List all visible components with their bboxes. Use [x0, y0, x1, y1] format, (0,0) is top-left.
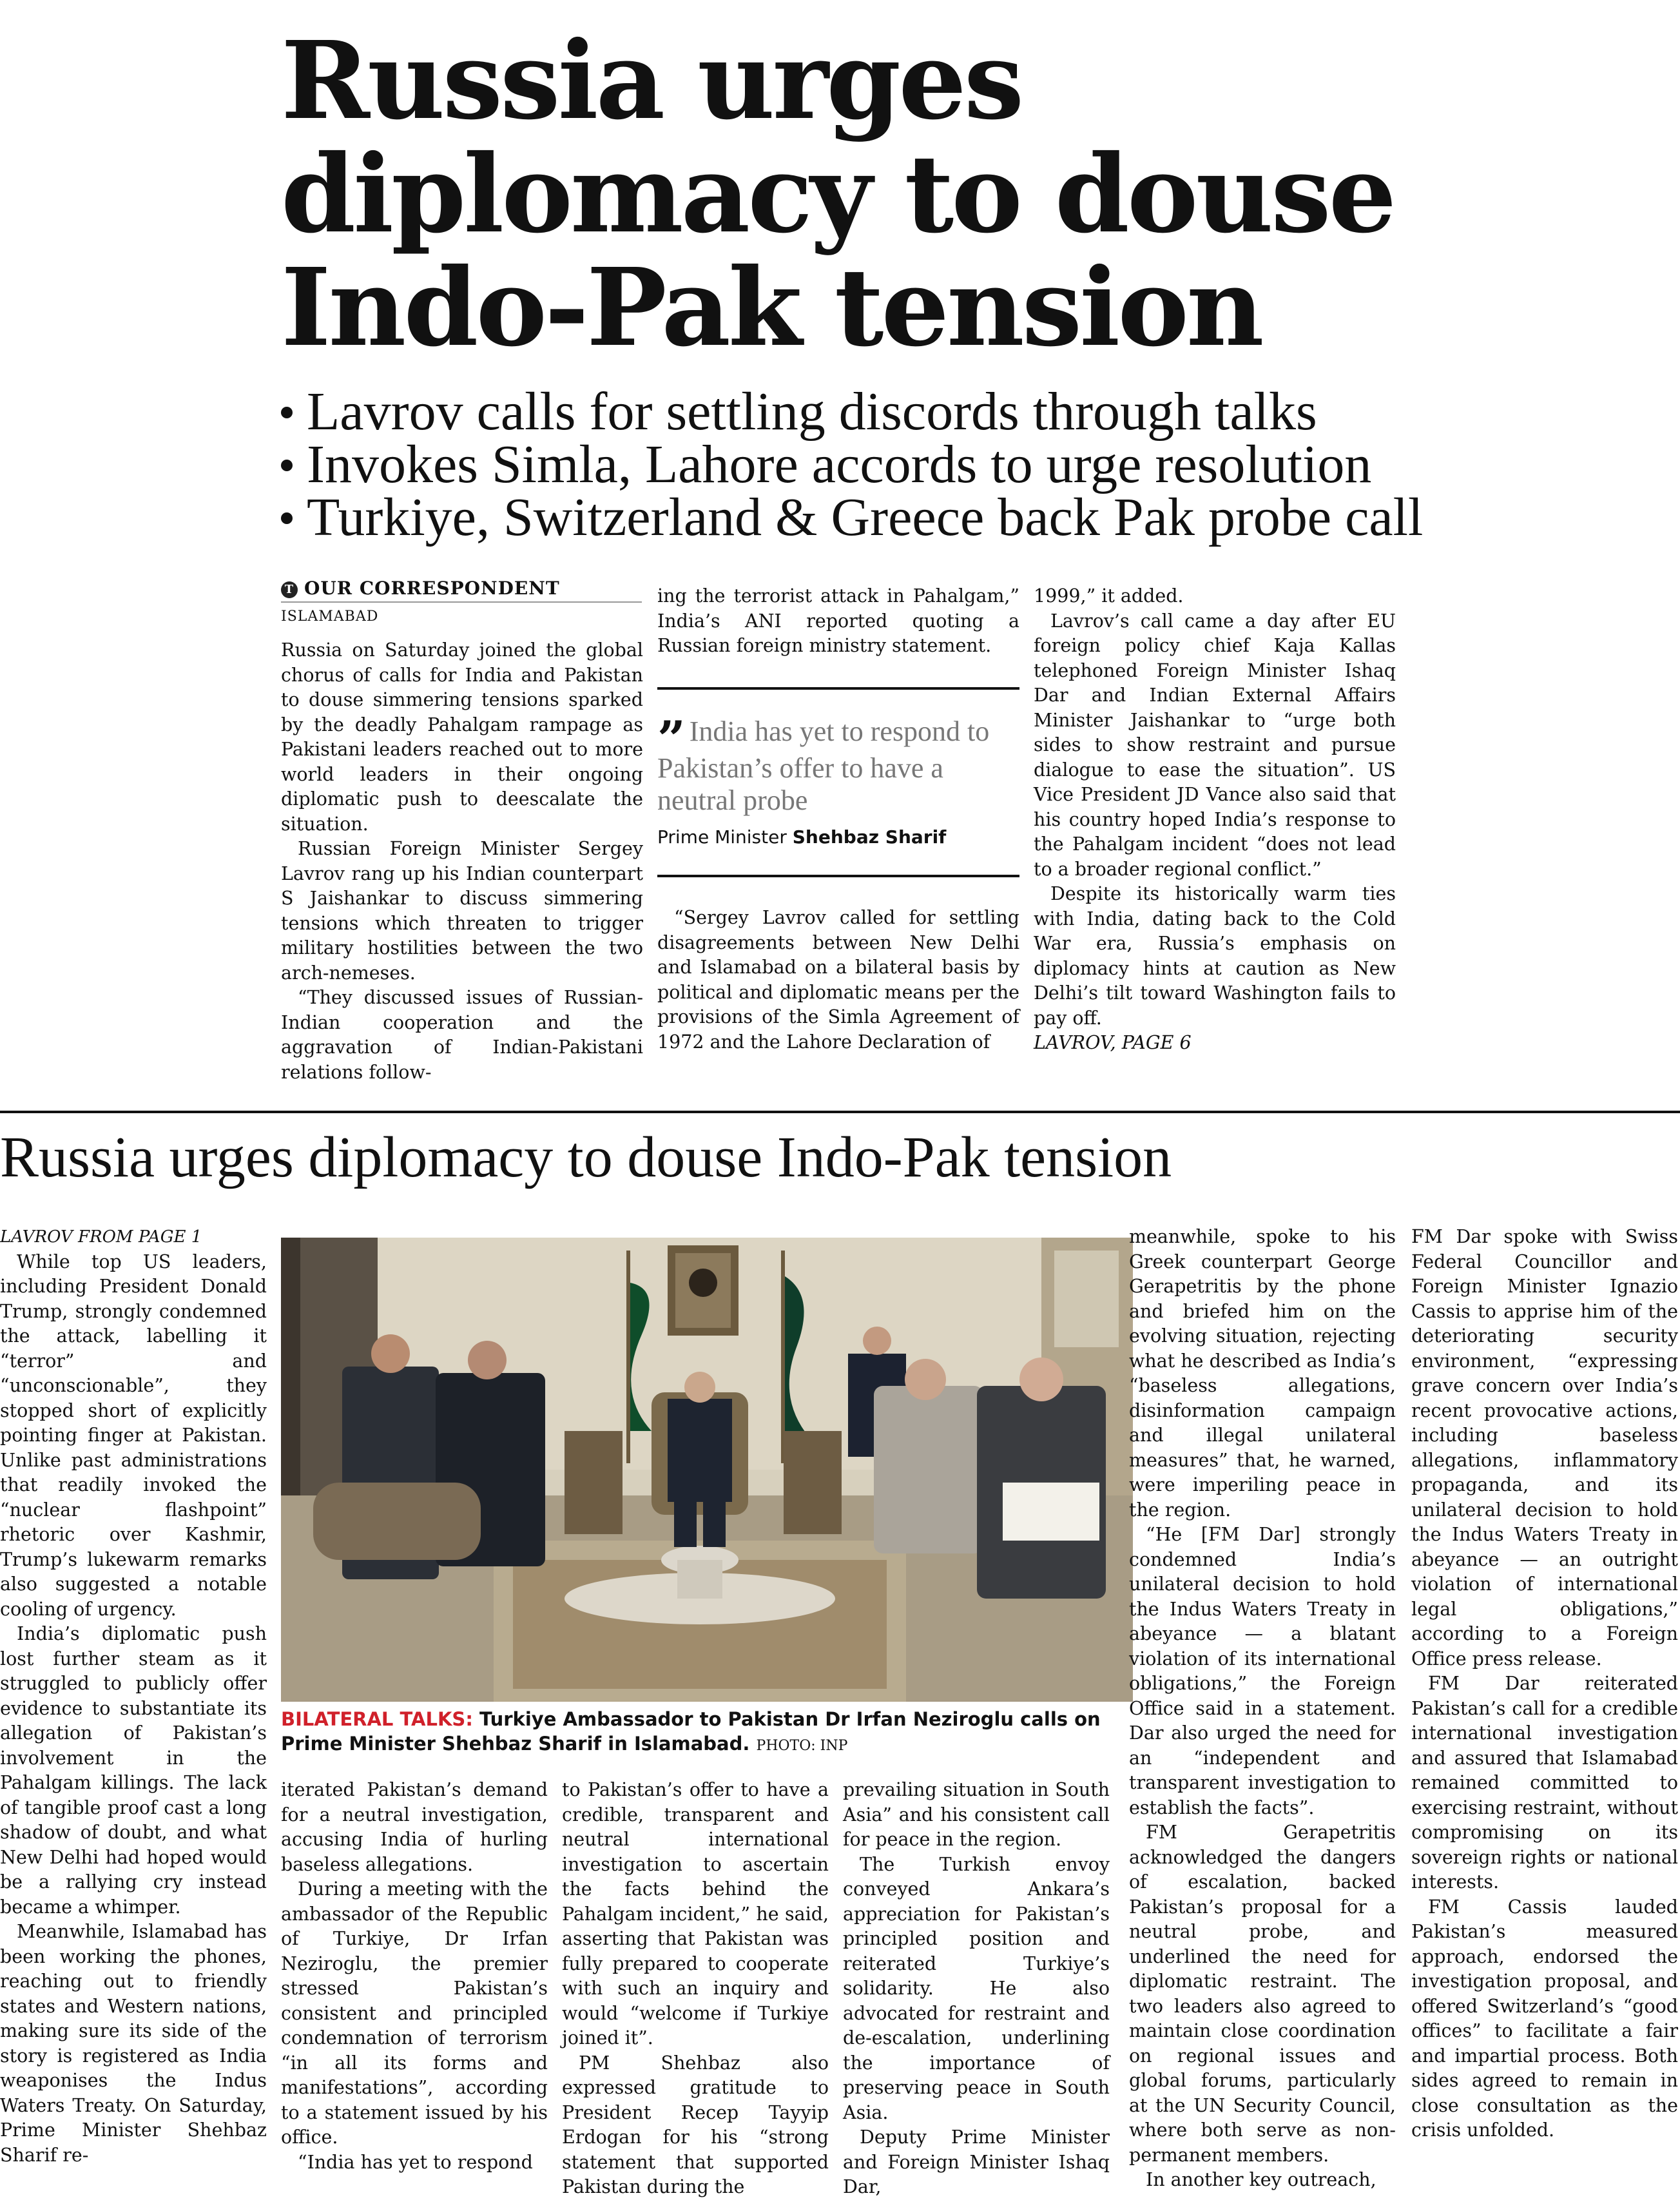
paragraph: Despite its historically warm ties with India, dating back to the Cold War era, Russia’s emphasis on diplomacy hints at caution as New Delhi’s tilt toward Washington fails to pay off.: [1034, 883, 1396, 1029]
meeting-photo-illustration: [281, 1238, 1133, 1702]
paragraph: FM Gerapetritis acknowledged the dangers of escalation, backed Pakistan’s proposal for a neutral probe, and underlined the need for diplomatic restraint. The two leaders also agreed to maintain close coordination on regional issues and global forums, particularly at the UN Security Council, where both serve as non-permanent members.: [1129, 1822, 1396, 2166]
main-headline: [281, 18, 1505, 371]
paragraph: Russia on Saturday joined the global chorus of calls for India and Pakistan to douse simmering tensions sparked by the deadly Pahalgam rampage as Pakistani leaders reached out to more world leaders in their ongoing diplomatic push to deescalate the situation.: [281, 639, 643, 835]
deck-bullet: Lavrov calls for settling discords through talks: [281, 385, 1666, 438]
paragraph: During a meeting with the ambassador of the Republic of Turkiye, Dr Irfan Neziroglu, the premier stressed Pakistan’s consistent and principled condemnation of terrorism “in all its forms and manifestations”, according to a statement issued by his office.: [281, 1878, 548, 2148]
article1-column-2-top: [657, 584, 1019, 661]
photo-credit: PHOTO: INP: [756, 1738, 848, 1754]
deck-bullet: Invokes Simla, Lahore accords to urge resolution: [281, 438, 1666, 491]
jump-link[interactable]: LAVROV, PAGE 6: [1034, 1032, 1192, 1053]
bullet-dot-icon: [281, 407, 293, 418]
article2-column-2: [281, 1778, 548, 2190]
paragraph: “He [FM Dar] strongly condemned India’s unilateral decision to hold the Indus Waters Treaty in abeyance — a blatant violation of its international obligations,” the Foreign Office said in a statement. Dar also urged the need for an “independent and transparent investigation to establish the facts”.: [1129, 1524, 1396, 1818]
article1-column-3: [1034, 584, 1396, 1087]
article2-column-3: [562, 1778, 829, 2197]
paragraph: Meanwhile, Islamabad has been working the phones, reaching out to friendly states and Western nations, making sure its side of the story is registered as India weaponises the Indus Waters Treaty. On Saturday, Prime Minister Shehbaz Sharif re-: [0, 1921, 267, 2166]
section-divider: [0, 1111, 1680, 1113]
deck-bullet: Turkiye, Switzerland & Greece back Pak probe call: [281, 491, 1666, 544]
quote-mark-icon: ”: [657, 710, 686, 768]
article1-column-2-bottom: [657, 906, 1019, 1064]
paragraph: prevailing situation in South Asia” and his consistent call for peace in the region.: [843, 1779, 1110, 1850]
bullet-dot-icon: [281, 512, 293, 524]
caption-text: Turkiye Ambassador to Pakistan Dr Irfan Neziroglu calls on Prime Minister Shehbaz Sharif in Islamabad.: [281, 1708, 1101, 1755]
paragraph: Lavrov’s call came a day after EU foreign policy chief Kaja Kallas telephoned Foreign Minister Ishaq Dar and Indian External Affairs Minister Jaishankar to “urge both sides to show restraint and pursue dialogue to ease the situation”. US Vice President JD Vance also said that his country hoped India’s response to the Pahalgam incident “does not lead to a broader regional conflict.”: [1034, 610, 1396, 880]
paragraph: The Turkish envoy conveyed Ankara’s appreciation for Pakistan’s principled position and reiterated Turkiye’s solidarity. He also advocated for restraint and de-escalation, underlining the importance of preserving peace in South Asia.: [843, 1853, 1110, 2123]
paragraph: While top US leaders, including President Donald Trump, strongly condemned the attack, labelling it “terror” and “unconscionable”, they stopped short of explicitly pointing finger at Pakistan. Unlike past administrations that readily invoked the “nuclear flashpoint” rhetoric over Kashmir, Trump’s lukewarm remarks also suggested a notable cooling of urgency.: [0, 1251, 267, 1620]
headline-line-1: Russia urges: [281, 18, 1022, 144]
paragraph: iterated Pakistan’s demand for a neutral investigation, accusing India of hurling baseless allegations.: [281, 1779, 548, 1875]
news-photo: [281, 1238, 1133, 1702]
paragraph: In another key outreach,: [1146, 2169, 1376, 2190]
paragraph: Russian Foreign Minister Sergey Lavrov rang up his Indian counterpart S Jaishankar to discuss simmering tensions which threaten to trigger military hostilities between the two arch-nemeses.: [281, 838, 643, 984]
dateline: ISLAMABAD: [281, 608, 379, 625]
article2-column-6: [1411, 1225, 1678, 2192]
pull-quote: [657, 687, 1019, 877]
paragraph: meanwhile, spoke to his Greek counterpart George Gerapetritis by the phone and briefed him on the evolving situation, rejecting what he described as India’s “baseless allegations, disinformation campaign and illegal unilateral measures” that, he warned, were imperiling peace in the region.: [1129, 1226, 1396, 1521]
pull-quote-text: ” India has yet to respond to Pakistan’s offer to have a neutral probe: [657, 710, 990, 816]
continuation-headline: Russia urges diplomacy to douse Indo-Pak tension: [0, 1125, 1172, 1189]
paragraph: “They discussed issues of Russian-Indian cooperation and the aggravation of Indian-Pakistani relations follow-: [281, 987, 643, 1083]
deck-bullets: [281, 382, 1666, 547]
paragraph: PM Shehbaz also expressed gratitude to President Recep Tayyip Erdogan for his “strong statement that supported Pakistan during the: [562, 2052, 829, 2197]
paragraph: FM Dar reiterated Pakistan’s call for a credible international investigation and assured that Islamabad remained committed to exercising restraint, without compromising on its sovereign rights or national interests.: [1411, 1673, 1678, 1893]
jump-from-label: LAVROV FROM PAGE 1: [0, 1227, 202, 1247]
article1-column-1: [281, 638, 643, 1083]
caption-label: BILATERAL TALKS:: [281, 1708, 473, 1730]
pull-quote-attribution: Prime Minister Shehbaz Sharif: [657, 826, 947, 848]
article2-column-4: [843, 1778, 1110, 2197]
paragraph: ing the terrorist attack in Pahalgam,” India’s ANI reported quoting a Russian foreign ministry statement.: [657, 585, 1019, 656]
paragraph: “India has yet to respond: [298, 2151, 533, 2173]
paragraph: “Sergey Lavrov called for settling disagreements between New Delhi and Islamabad on a bilateral basis by political and diplomatic means per the provisions of the Simla Agreement of 1972 and the Lahore Declaration of: [657, 907, 1019, 1053]
article2-column-1: [0, 1225, 267, 2192]
headline-line-2: diplomacy to douse: [281, 131, 1395, 257]
paragraph: Deputy Prime Minister and Foreign Minister Ishaq Dar,: [843, 2127, 1110, 2197]
bullet-dot-icon: [281, 460, 293, 471]
paragraph: FM Dar spoke with Swiss Federal Councillor and Foreign Minister Ignazio Cassis to apprise him of the deteriorating security environment, “expressing grave concern over India’s recent provocative actions, including baseless allegations, inflammatory propaganda, and its unilateral decision to hold the Indus Waters Treaty in abeyance — an outright violation of international legal obligations,” according to a Foreign Office press release.: [1411, 1226, 1678, 1669]
paragraph: 1999,” it added.: [1034, 585, 1184, 607]
publication-logo-icon: T: [281, 581, 298, 598]
photo-caption: [281, 1707, 1133, 1758]
paragraph: FM Cassis lauded Pakistan’s measured approach, endorsed the investigation proposal, and offered Switzerland’s “good offices” to facilitate a fair and impartial process. Both sides agreed to remain in close consultation as the crisis unfolded.: [1411, 1896, 1678, 2141]
byline: T OUR CORRESPONDENT: [281, 578, 642, 603]
paragraph: India’s diplomatic push lost further steam as it struggled to publicly offer evidence to substantiate its allegation of Pakistan’s involvement in the Pahalgam killings. The lack of tangible proof cast a long shadow of doubt, and what New Delhi had hoped would be a rallying cry instead became a whimper.: [0, 1623, 267, 1918]
headline-line-3: Indo-Pak tension: [281, 245, 1262, 371]
article2-column-5: [1129, 1225, 1396, 2192]
paragraph: to Pakistan’s offer to have a credible, transparent and neutral international investigation to ascertain the facts behind the Pahalgam incident,” he said, asserting that Pakistan was fully prepared to cooperate with such an inquiry and would “welcome if Turkiye joined it”.: [562, 1779, 829, 2049]
